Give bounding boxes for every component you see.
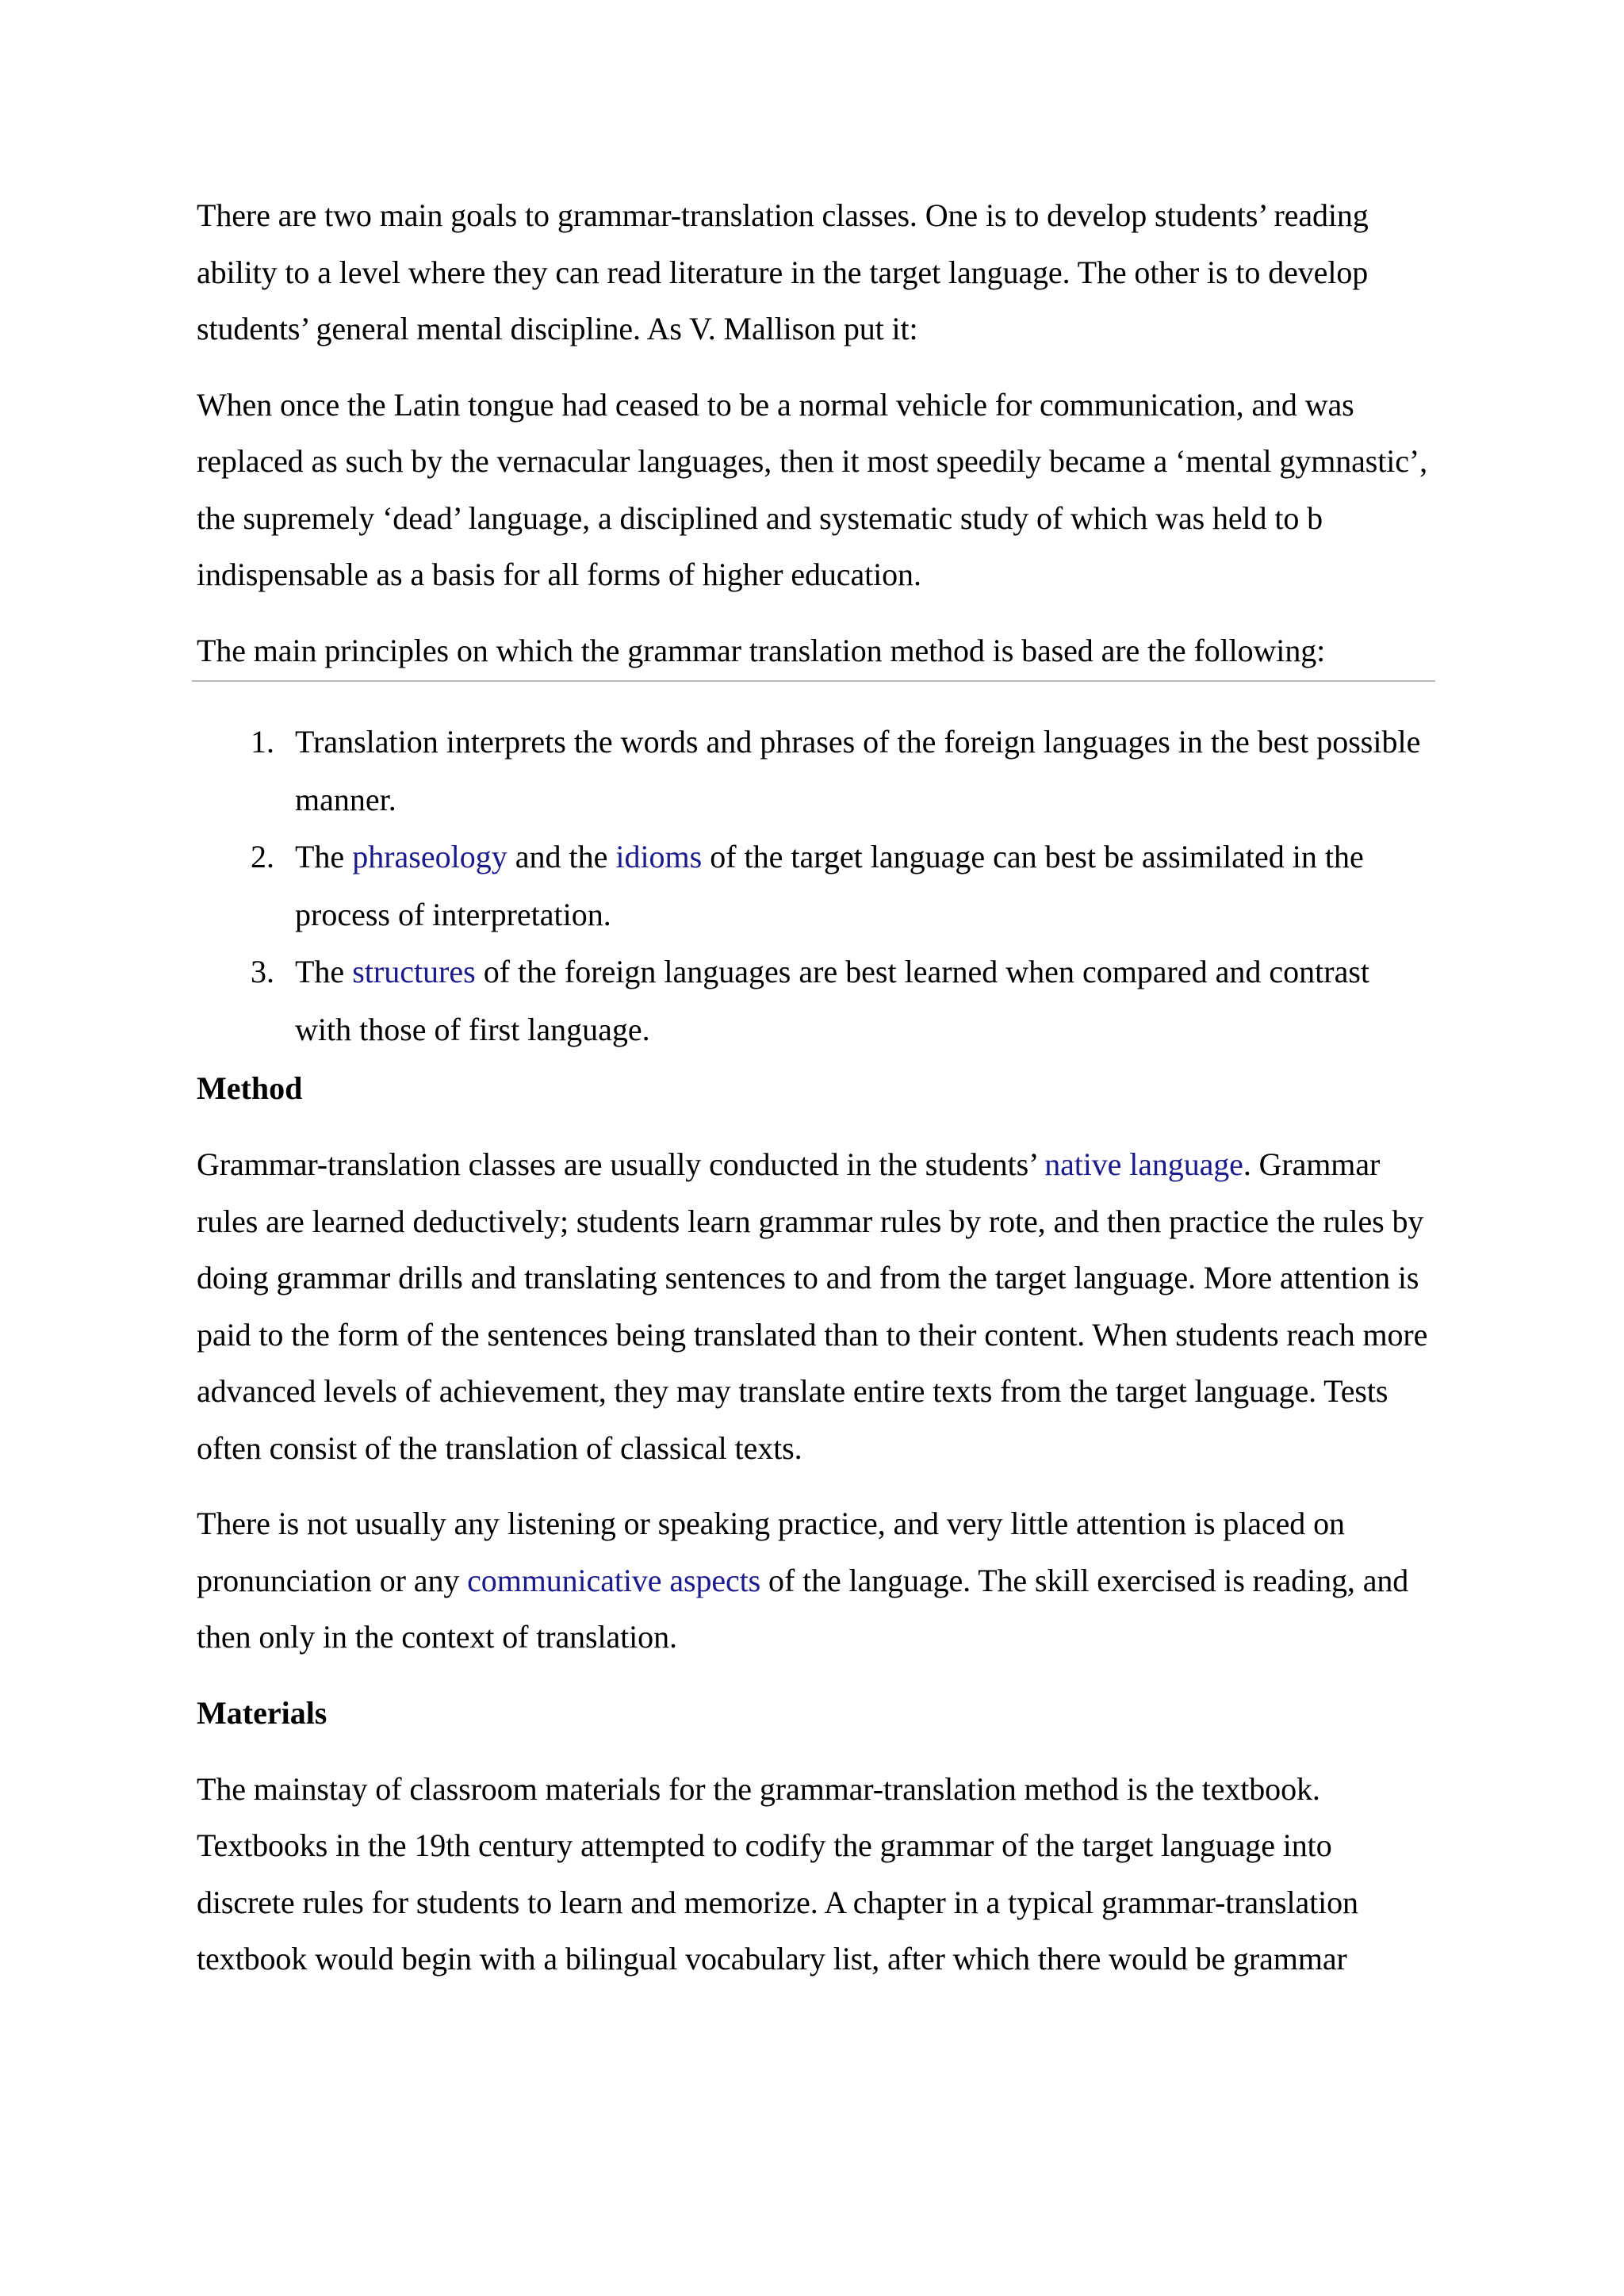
list-item-text: of the target language can best be assimilated in the process of interpretation. bbox=[295, 839, 1364, 932]
list-item bbox=[197, 714, 1435, 828]
quote-paragraph: When once the Latin tongue had ceased to be a normal vehicle for communication, and was replaced as such by the vernacular languages, then it most speedily became a ‘mental gymnastic’, the supremely ‘dead’ language, a disciplined and systematic study of which was held to b indispensable as a basis for all forms of higher education. bbox=[197, 386, 1428, 592]
goals-paragraph: There are two main goals to grammar-translation classes. One is to develop students’ reading ability to a level where they can read literature in the target language. The other is to develop students’ general mental discipline. As V. Mallison put it: bbox=[197, 197, 1369, 346]
list-item-text: The bbox=[295, 839, 353, 874]
list-item-text: and the bbox=[507, 839, 616, 874]
method-text: of the language. The skill exercised is reading, and then only in the context of translation. bbox=[197, 1562, 1409, 1655]
method-paragraph-1 bbox=[197, 1136, 1435, 1476]
materials-paragraph-1: The mainstay of classroom materials for the grammar-translation method is the textbook. Textbooks in the 19th century attempted to codify the grammar of the target language into discrete rules for students to learn and memorize. A chapter in a typical grammar-translation textbook would begin with a bilingual vocabulary list, after which there would be grammar bbox=[197, 1770, 1358, 1976]
list-item bbox=[197, 943, 1435, 1058]
list-item-text: of the foreign languages are best learned when compared and contrast with those of first language. bbox=[295, 954, 1370, 1047]
method-paragraph-2 bbox=[197, 1495, 1435, 1666]
list-item-text: Translation interprets the words and phrases of the foreign languages in the best possible manner. bbox=[295, 724, 1421, 817]
method-heading: Method bbox=[197, 1070, 303, 1106]
list-number: 1. bbox=[251, 724, 274, 760]
method-text: Grammar-translation classes are usually conducted in the students’ bbox=[197, 1146, 1045, 1182]
horizontal-divider bbox=[192, 680, 1435, 682]
method-text: There is not usually any listening or speaking practice, and very little attention is placed on pronunciation or any bbox=[197, 1506, 1345, 1598]
idioms-link[interactable]: idioms bbox=[615, 839, 703, 874]
phraseology-link[interactable]: phraseology bbox=[352, 839, 508, 874]
native-language-link[interactable]: native language bbox=[1044, 1146, 1243, 1182]
list-item bbox=[197, 828, 1435, 943]
structures-link[interactable]: structures bbox=[352, 954, 476, 989]
principles-list bbox=[197, 714, 1435, 1058]
document-body bbox=[197, 187, 1435, 2007]
materials-heading: Materials bbox=[197, 1694, 327, 1731]
principles-intro: The main principles on which the grammar translation method is based are the following: bbox=[197, 632, 1326, 668]
list-number: 2. bbox=[251, 839, 274, 874]
list-number: 3. bbox=[251, 954, 274, 989]
method-text: . Grammar rules are learned deductively; students learn grammar rules by rote, and then practice the rules by doing grammar drills and translating sentences to and from the target language. More attention is paid to the form of the sentences being translated than to their content. When students reach more advanced levels of achievement, they may translate entire texts from the target language. Tests often consist of the translation of classical texts. bbox=[197, 1146, 1428, 1466]
communicative-aspects-link[interactable]: communicative aspects bbox=[467, 1562, 761, 1598]
list-item-text: The bbox=[295, 954, 353, 989]
